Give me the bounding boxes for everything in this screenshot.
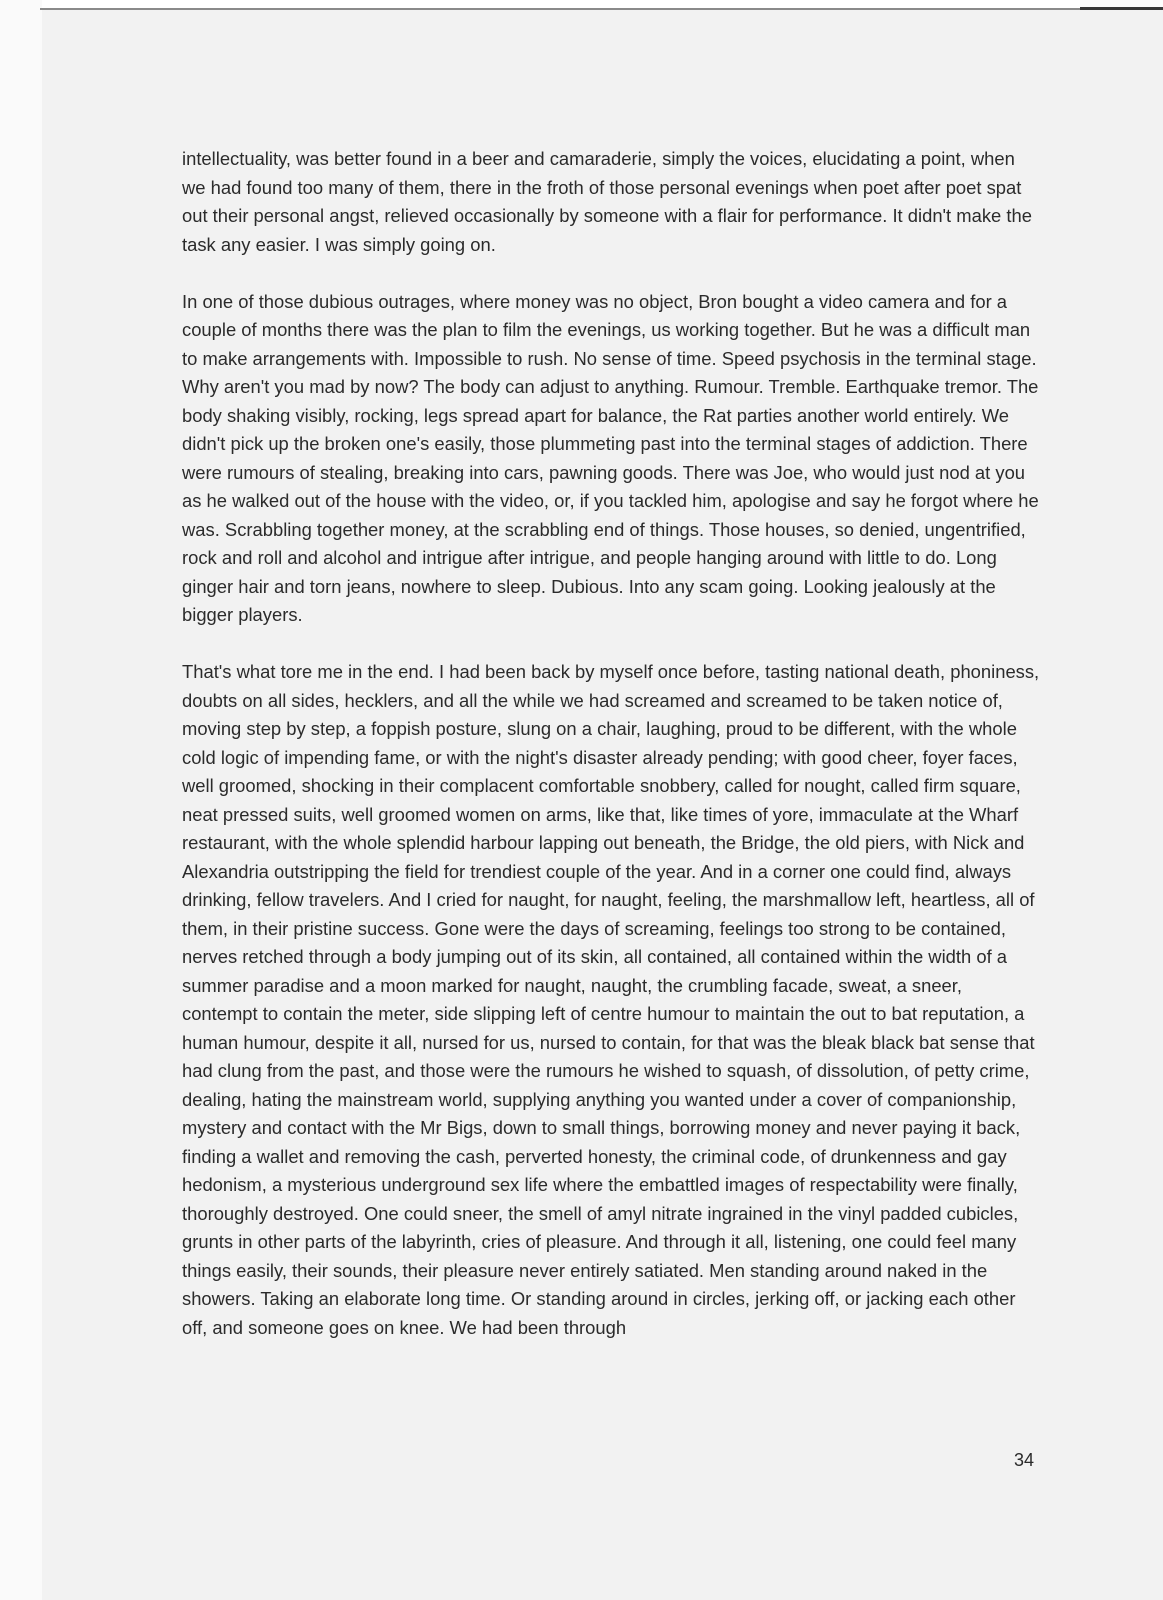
body-text	[182, 145, 1042, 1371]
paragraph-2: In one of those dubious outrages, where money was no object, Bron bought a video camera and for a couple of months there was the plan to film the evenings, us working together. But he was a difficult man to make arrangements with. Impossible to rush. No sense of time. Speed psychosis in the terminal stage. Why aren't you mad by now? The body can adjust to anything. Rumour. Tremble. Earthquake tremor. The body shaking visibly, rocking, legs spread apart for balance, the Rat parties another world entirely. We didn't pick up the broken one's easily, those plummeting past into the terminal stages of addiction. There were rumours of stealing, breaking into cars, pawning goods. There was Joe, who would just nod at you as he walked out of the house with the video, or, if you tackled him, apologise and say he forgot where he was. Scrabbling together money, at the scrabbling end of things. Those houses, so denied, ungentrified, rock and roll and alcohol and intrigue after intrigue, and people hanging around with little to do. Long ginger hair and torn jeans, nowhere to sleep. Dubious. Into any scam going. Looking jealously at the bigger players.	[182, 290, 1039, 625]
scan-margin	[0, 0, 42, 1600]
paragraph-1: intellectuality, was better found in a beer and camaraderie, simply the voices, elucidating a point, when we had found too many of them, there in the froth of those personal evenings when poet after poet spat out their personal angst, relieved occasionally by someone with a flair for performance. It didn't make the task any easier. I was simply going on.	[182, 148, 1032, 255]
scan-edge-shadow	[1080, 7, 1163, 10]
scan-edge-line	[40, 8, 1163, 10]
paragraph-3: That's what tore me in the end. I had been back by myself once before, tasting national death, phoniness, doubts on all sides, hecklers, and all the while we had screamed and screamed to be taken notice of, moving step by step, a foppish posture, slung on a chair, laughing, proud to be different, with the whole cold logic of impending fame, or with the night's disaster already pending; with good cheer, foyer faces, well groomed, shocking in their complacent comfortable snobbery, called for nought, called firm square, neat pressed suits, well groomed women on arms, like that, like times of yore, immaculate at the Wharf restaurant, with the whole splendid harbour lapping out beneath, the Bridge, the old piers, with Nick and Alexandria outstripping the field for trendiest couple of the year. And in a corner one could find, always drinking, fellow travelers. And I cried for naught, for naught, feeling, the marshmallow left, heartless, all of them, in their pristine success. Gone were the days of screaming, feelings too strong to be contained, nerves retched through a body jumping out of its skin, all contained, all contained within the width of a summer paradise and a moon marked for naught, naught, the crumbling facade, sweat, a sneer, contempt to contain the meter, side slipping left of centre humour to maintain the out to bat reputation, a human humour, despite it all, nursed for us, nursed to contain, for that was the bleak black bat sense that had clung from the past, and those were the rumours he wished to squash, of dissolution, of petty crime, dealing, hating the mainstream world, supplying anything you wanted under a cover of companionship, mystery and contact with the Mr Bigs, down to small things, borrowing money and never paying it back, finding a wallet and removing the cash, perverted honesty, the criminal code, of drunkenness and gay hedonism, a mysterious underground sex life where the embattled images of respectability were finally, thoroughly destroyed. One could sneer, the smell of amyl nitrate ingrained in the vinyl padded cubicles, grunts in other parts of the labyrinth, cries of pleasure. And through it all, listening, one could feel many things easily, their sounds, their pleasure never entirely satiated. Men standing around naked in the showers. Taking an elaborate long time. Or standing around in circles, jerking off, or jacking each other off, and someone goes on knee. We had been through	[182, 661, 1040, 1338]
page-number: 34	[1014, 1450, 1035, 1470]
